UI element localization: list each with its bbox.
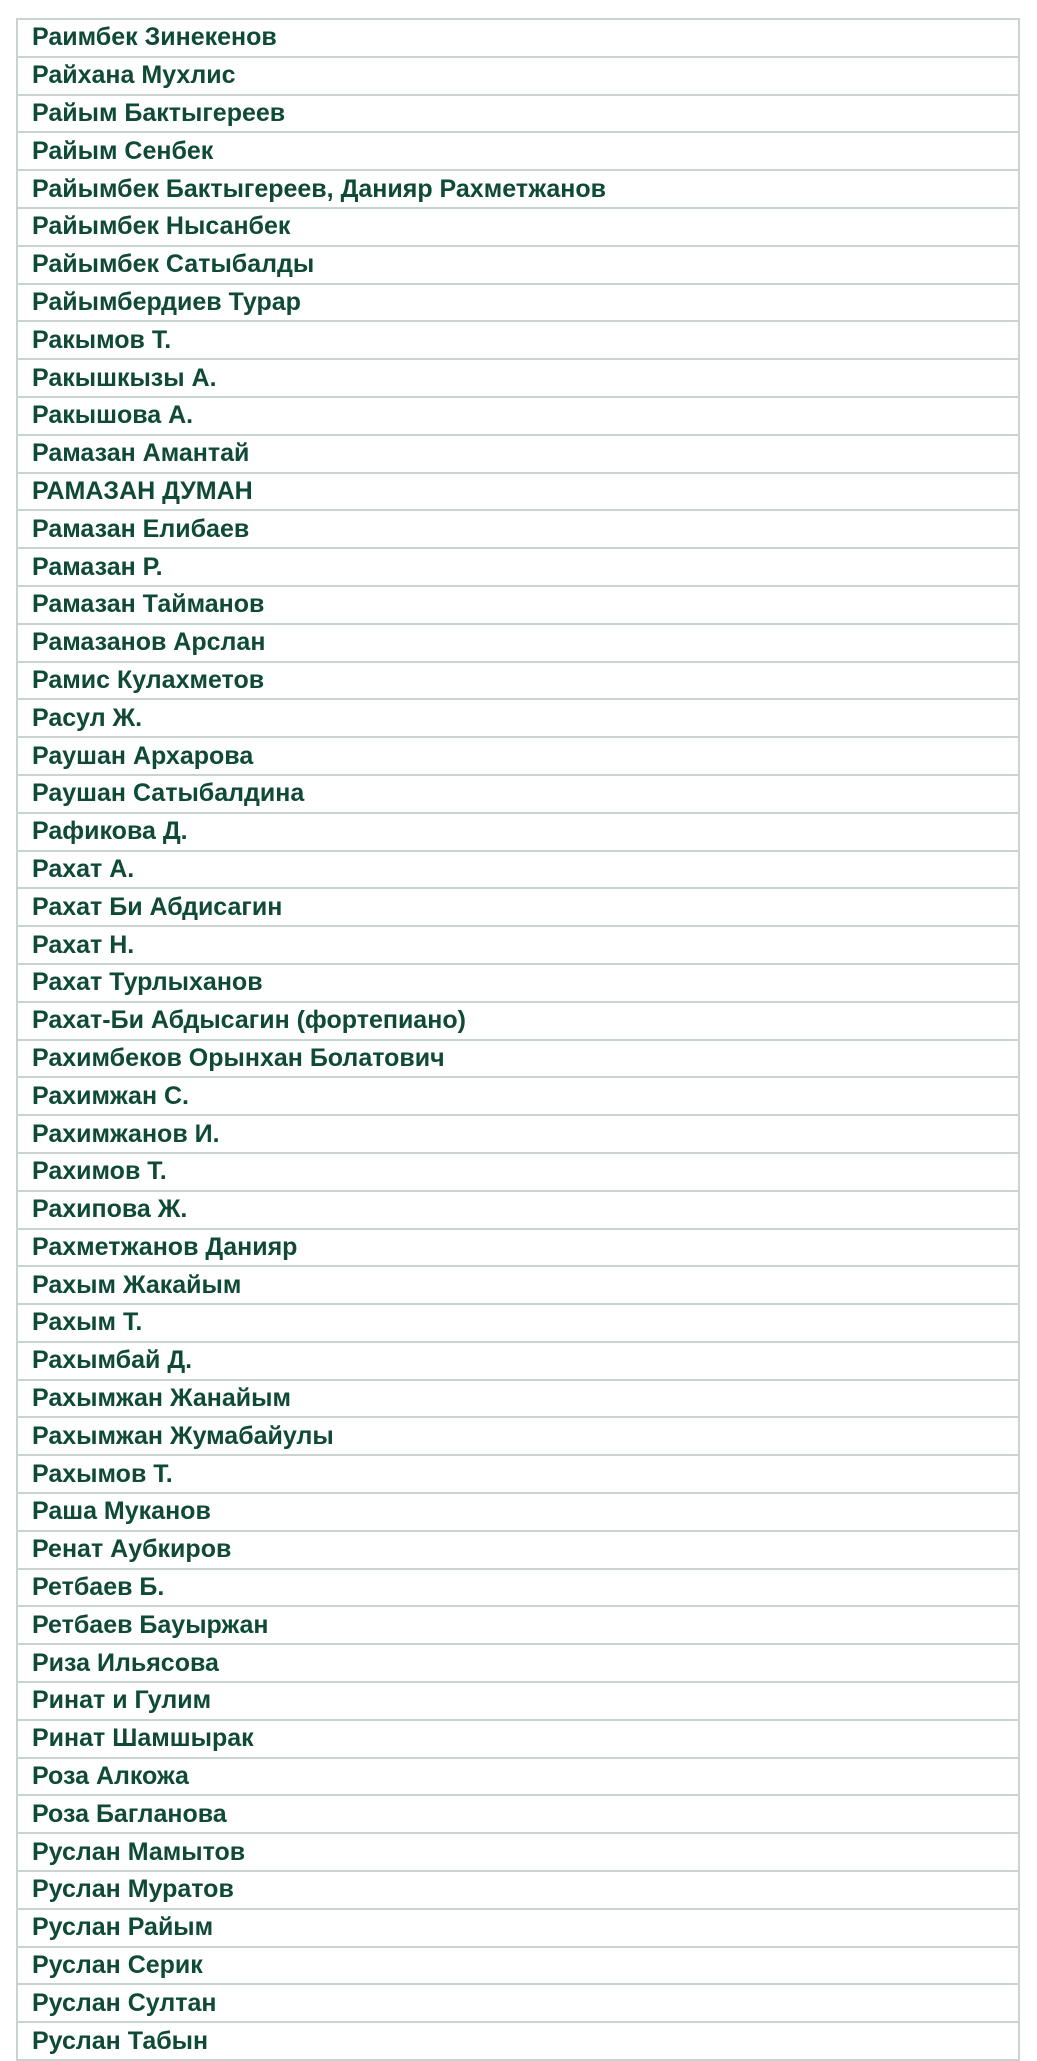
name-cell: Руслан Мамытов [17, 1833, 1019, 1871]
name-cell: Райымбек Нысанбек [17, 208, 1019, 246]
table-row [17, 1191, 1019, 1229]
table-row [17, 359, 1019, 397]
table-row [17, 1720, 1019, 1758]
table-row [17, 473, 1019, 511]
table-row [17, 775, 1019, 813]
table-row [17, 95, 1019, 133]
name-cell: Рафикова Д. [17, 813, 1019, 851]
table-row [17, 284, 1019, 322]
name-cell: РАМАЗАН ДУМАН [17, 473, 1019, 511]
name-cell: Руслан Табын [17, 2022, 1019, 2060]
name-cell: Рахимбеков Орынхан Болатович [17, 1040, 1019, 1078]
table-row [17, 662, 1019, 700]
table-row [17, 1266, 1019, 1304]
table-row [17, 435, 1019, 473]
name-cell: Рахметжанов Данияр [17, 1229, 1019, 1267]
name-cell: Рахымбай Д. [17, 1342, 1019, 1380]
name-cell: Райым Бактыгереев [17, 95, 1019, 133]
table-row [17, 208, 1019, 246]
name-cell: Раушан Архарова [17, 737, 1019, 775]
table-row [17, 1040, 1019, 1078]
name-cell: Рахым Т. [17, 1304, 1019, 1342]
name-cell: Рахымов Т. [17, 1455, 1019, 1493]
table-row [17, 19, 1019, 57]
table-row [17, 737, 1019, 775]
table-row [17, 1342, 1019, 1380]
name-cell: Райхана Мухлис [17, 57, 1019, 95]
table-row [17, 1531, 1019, 1569]
table-row [17, 699, 1019, 737]
name-cell: Ракышова А. [17, 397, 1019, 435]
name-cell: Рахимов Т. [17, 1153, 1019, 1191]
name-cell: Ринат Шамшырак [17, 1720, 1019, 1758]
name-cell: Раушан Сатыбалдина [17, 775, 1019, 813]
name-cell: Райымбердиев Турар [17, 284, 1019, 322]
name-cell: Рахымжан Жанайым [17, 1380, 1019, 1418]
table-row [17, 813, 1019, 851]
name-cell: Руслан Серик [17, 1947, 1019, 1985]
name-cell: Рахат-Би Абдысагин (фортепиано) [17, 1002, 1019, 1040]
table-row [17, 132, 1019, 170]
table-row [17, 1115, 1019, 1153]
table-row [17, 397, 1019, 435]
name-cell: Раимбек Зинекенов [17, 19, 1019, 57]
names-table-body [17, 19, 1019, 2060]
table-row [17, 1871, 1019, 1909]
table-row [17, 1795, 1019, 1833]
table-row [17, 1417, 1019, 1455]
name-cell: Рамазанов Арслан [17, 624, 1019, 662]
name-cell: Руслан Султан [17, 1984, 1019, 2022]
table-row [17, 1606, 1019, 1644]
table-row [17, 926, 1019, 964]
table-row [17, 1984, 1019, 2022]
names-table [16, 18, 1020, 2061]
name-cell: Рахат Н. [17, 926, 1019, 964]
name-cell: Ракымов Т. [17, 321, 1019, 359]
name-cell: Расул Ж. [17, 699, 1019, 737]
table-row [17, 1455, 1019, 1493]
name-cell: Роза Алкожа [17, 1758, 1019, 1796]
table-row [17, 1947, 1019, 1985]
table-row [17, 1644, 1019, 1682]
name-cell: Рамис Кулахметов [17, 662, 1019, 700]
table-row [17, 1077, 1019, 1115]
table-row [17, 1002, 1019, 1040]
table-row [17, 1304, 1019, 1342]
table-row [17, 1153, 1019, 1191]
table-row [17, 1833, 1019, 1871]
name-cell: Рамазан Амантай [17, 435, 1019, 473]
name-cell: Райымбек Бактыгереев, Данияр Рахметжанов [17, 170, 1019, 208]
name-cell: Рахат Би Абдисагин [17, 888, 1019, 926]
name-cell: Руслан Муратов [17, 1871, 1019, 1909]
name-cell: Рахат А. [17, 851, 1019, 889]
name-cell: Ретбаев Б. [17, 1569, 1019, 1607]
table-row [17, 321, 1019, 359]
name-cell: Риза Ильясова [17, 1644, 1019, 1682]
name-cell: Рахат Турлыханов [17, 964, 1019, 1002]
name-cell: Райым Сенбек [17, 132, 1019, 170]
name-cell: Рахымжан Жумабайулы [17, 1417, 1019, 1455]
table-row [17, 170, 1019, 208]
table-row [17, 1682, 1019, 1720]
table-row [17, 2022, 1019, 2060]
table-row [17, 548, 1019, 586]
name-cell: Ринат и Гулим [17, 1682, 1019, 1720]
name-cell: Раша Муканов [17, 1493, 1019, 1531]
table-row [17, 888, 1019, 926]
name-cell: Рамазан Елибаев [17, 510, 1019, 548]
table-row [17, 1758, 1019, 1796]
name-cell: Рамазан Р. [17, 548, 1019, 586]
table-row [17, 624, 1019, 662]
table-row [17, 851, 1019, 889]
name-cell: Роза Багланова [17, 1795, 1019, 1833]
table-row [17, 1909, 1019, 1947]
name-cell: Руслан Райым [17, 1909, 1019, 1947]
table-row [17, 1380, 1019, 1418]
table-row [17, 964, 1019, 1002]
name-cell: Ренат Аубкиров [17, 1531, 1019, 1569]
table-row [17, 1569, 1019, 1607]
name-cell: Ретбаев Бауыржан [17, 1606, 1019, 1644]
table-row [17, 246, 1019, 284]
table-row [17, 510, 1019, 548]
name-cell: Рахимжан С. [17, 1077, 1019, 1115]
name-cell: Ракышкызы А. [17, 359, 1019, 397]
table-row [17, 57, 1019, 95]
table-row [17, 1493, 1019, 1531]
table-row [17, 1229, 1019, 1267]
name-cell: Рахимжанов И. [17, 1115, 1019, 1153]
name-cell: Рахипова Ж. [17, 1191, 1019, 1229]
name-cell: Райымбек Сатыбалды [17, 246, 1019, 284]
name-cell: Рахым Жакайым [17, 1266, 1019, 1304]
name-cell: Рамазан Тайманов [17, 586, 1019, 624]
table-row [17, 586, 1019, 624]
